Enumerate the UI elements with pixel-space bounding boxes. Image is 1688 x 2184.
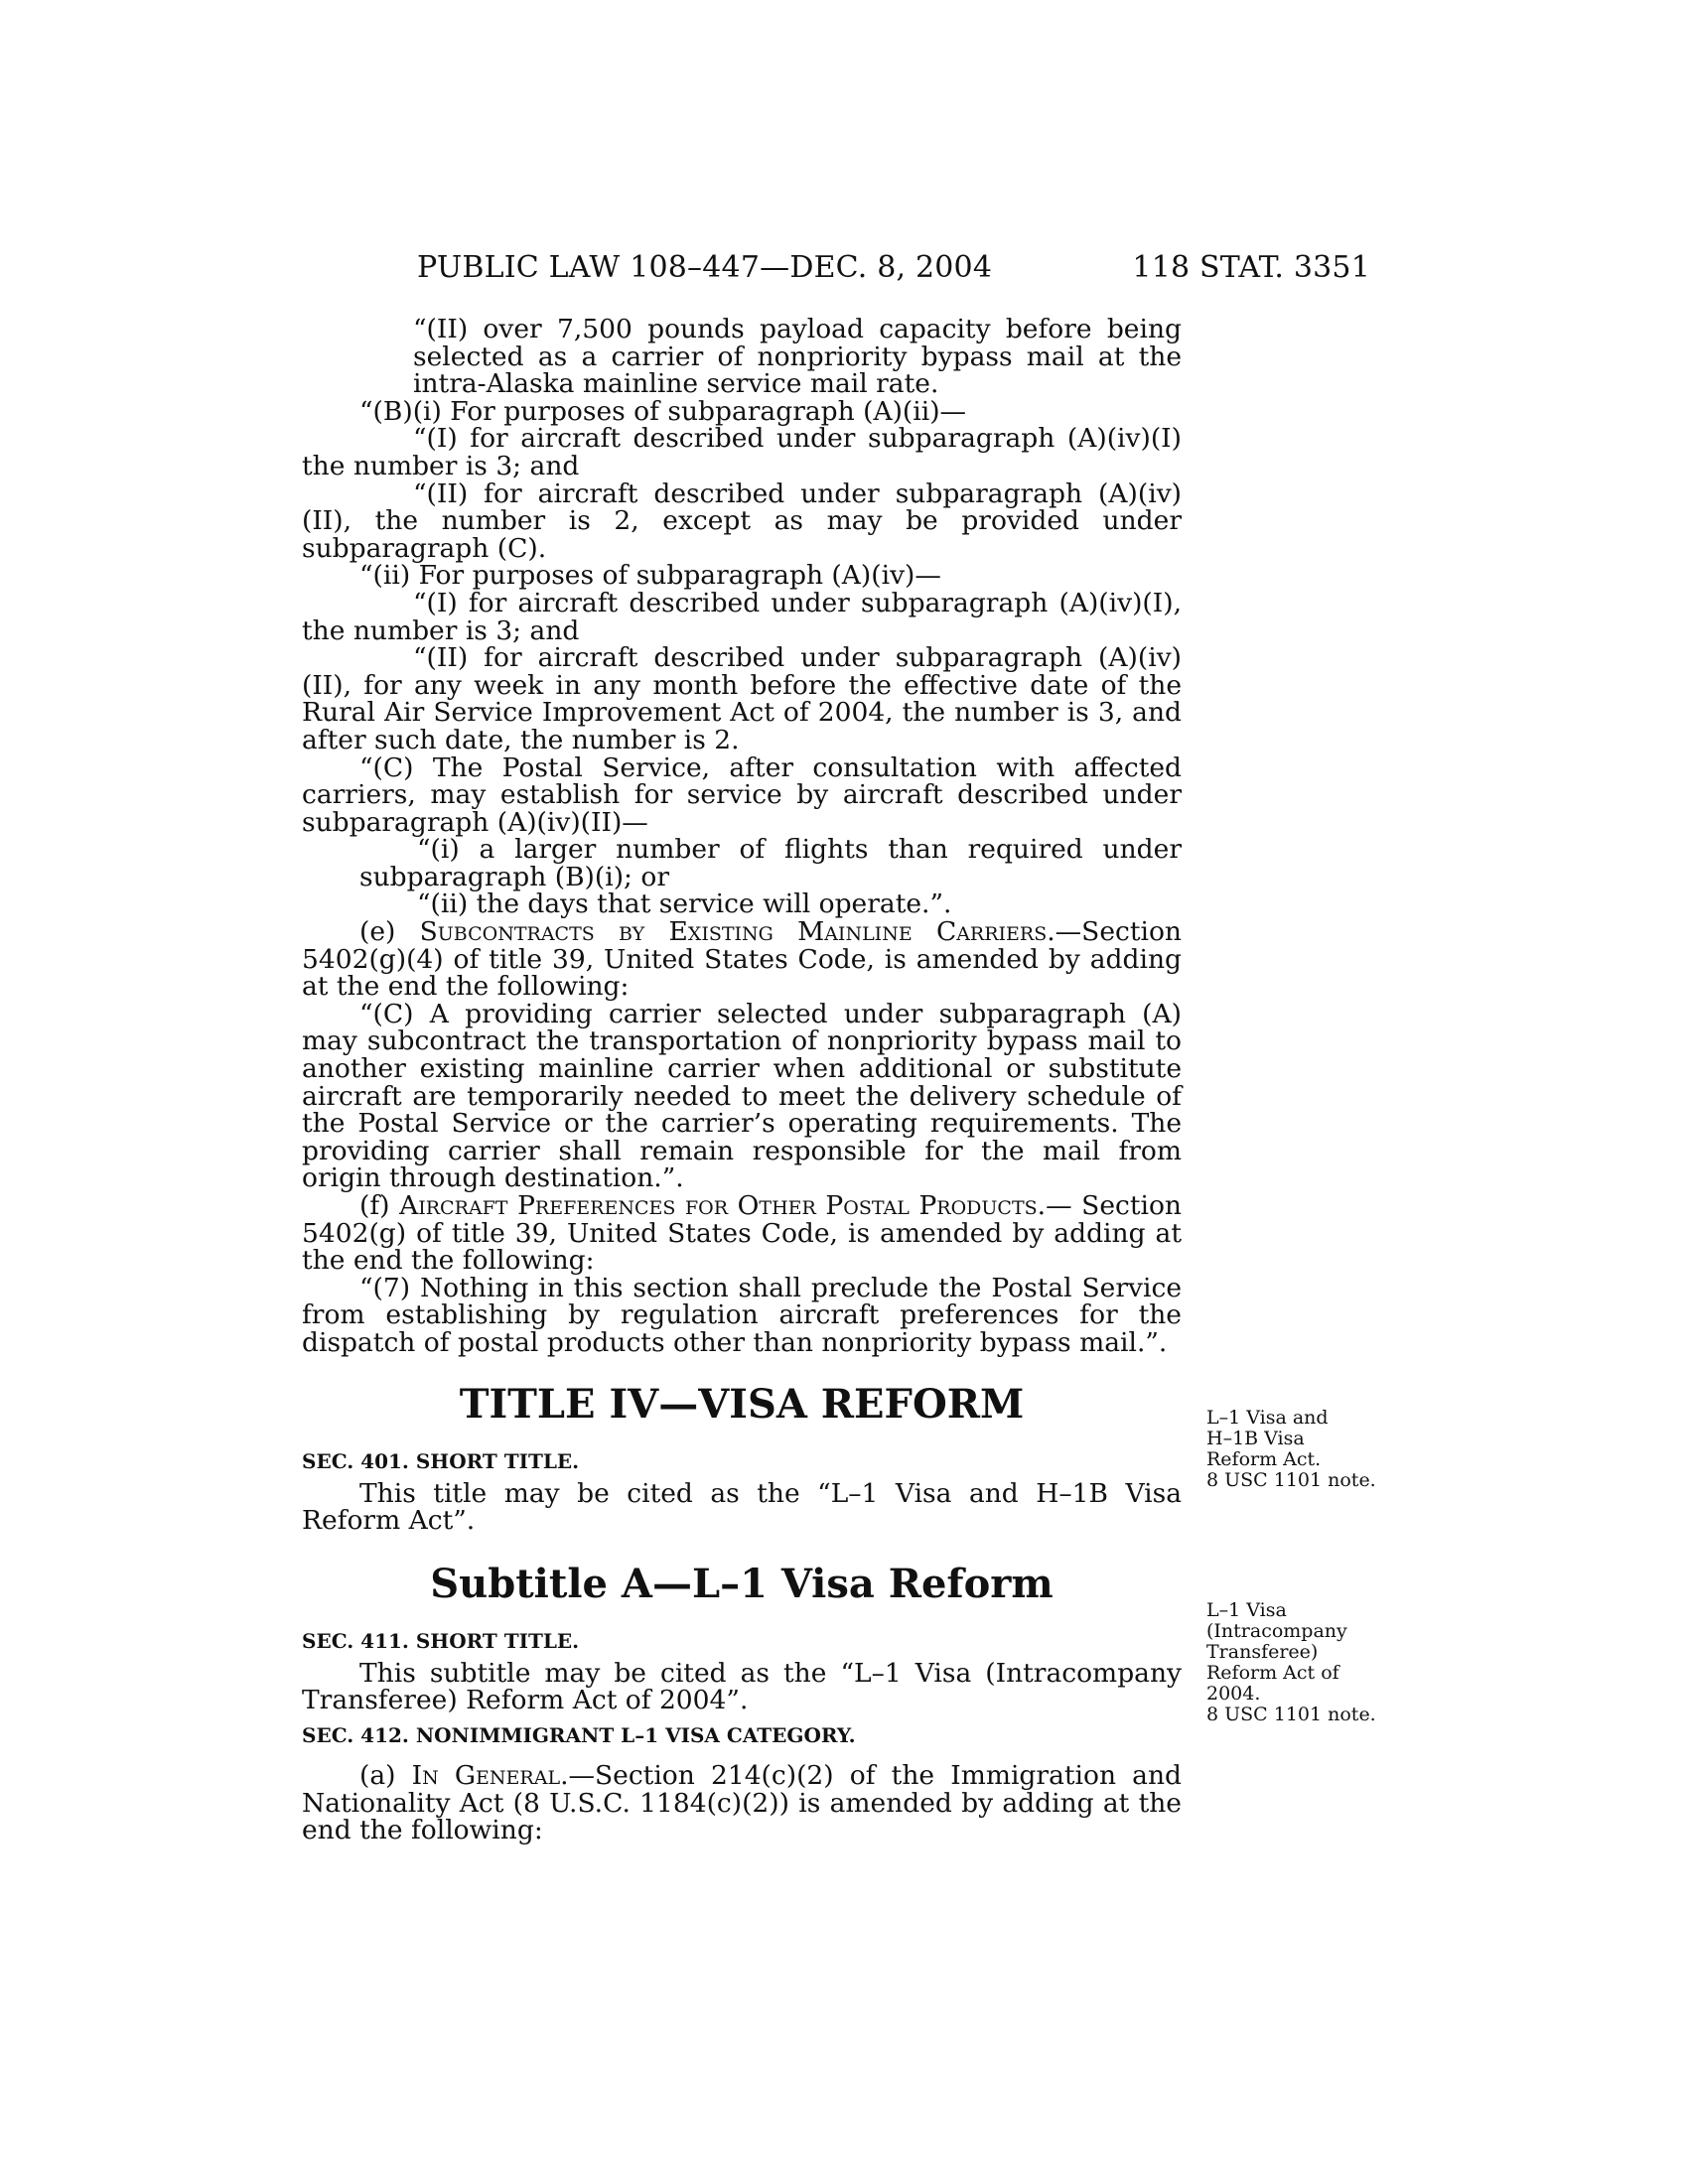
- margin-note-l1-reform-act: L–1 Visa (Intracompany Transferee) Reform Act of 2004. 8 USC 1101 note.: [1206, 1599, 1376, 1725]
- paragraph: “(II) for aircraft described under subparagraph (A)(iv)(II), for any week in any month before the effective date of the Rural Air Service Improvement Act of 2004, the number is 3, and after such date, the number is 2.: [302, 642, 1182, 755]
- paragraph: “(II) over 7,500 pounds payload capacity before being selected as a carrier of nonpriority bypass mail at the intra-Alaska mainline service mail rate.: [413, 314, 1182, 400]
- paragraph: “(ii) For purposes of subparagraph (A)(iv)—: [359, 560, 941, 592]
- paragraph: “(C) A providing carrier selected under subparagraph (A) may subcontract the transportation of nonpriority bypass mail to another existing mainline carrier when additional or substitute aircraft are temporarily needed to meet the delivery schedule of the Postal Service or the carrier’s operating requirements. The providing carrier shall remain responsible for the mail from origin through destination.”.: [302, 998, 1182, 1194]
- page-header: [417, 250, 1370, 290]
- section-heading: SEC. 411. SHORT TITLE.: [302, 1628, 580, 1653]
- paragraph: “(ii) the days that service will operate.”.: [417, 888, 952, 920]
- running-head: PUBLIC LAW 108–447—DEC. 8, 2004: [417, 250, 993, 285]
- subsection-heading: Subcontracts by Existing Mainline Carriers.: [419, 916, 1055, 948]
- paragraph: “(C) The Postal Service, after consultation with affected carriers, may establish for service by aircraft described under subparagraph (A)(iv)(II)—: [302, 751, 1182, 838]
- section-heading: SEC. 401. SHORT TITLE.: [302, 1448, 580, 1473]
- paragraph: This title may be cited as the “L–1 Visa and H–1B Visa Reform Act”.: [302, 1477, 1182, 1537]
- subsection-heading: Aircraft Preferences for Other Postal Products.: [399, 1190, 1047, 1221]
- title-heading: TITLE IV—VISA REFORM: [459, 1380, 1025, 1428]
- subsection-heading: In General.: [411, 1759, 569, 1791]
- paragraph: This subtitle may be cited as the “L–1 Visa (Intracompany Transferee) Reform Act of 2004”.: [302, 1657, 1182, 1716]
- page-body: [302, 316, 1182, 1844]
- subtitle-heading: Subtitle A—L–1 Visa Reform: [430, 1560, 1054, 1607]
- paragraph: “(B)(i) For purposes of subparagraph (A)(ii)—: [359, 395, 967, 427]
- stat-page-number: 118 STAT. 3351: [1132, 250, 1370, 285]
- paragraph: “(I) for aircraft described under subparagraph (A)(iv)(I) the number is 3; and: [302, 423, 1182, 481]
- margin-note-visa-reform-act: L–1 Visa and H–1B Visa Reform Act. 8 USC 1101 note.: [1206, 1407, 1376, 1491]
- section-heading: SEC. 412. NONIMMIGRANT L–1 VISA CATEGORY.: [302, 1722, 856, 1747]
- paragraph: “(I) for aircraft described under subparagraph (A)(iv)(I), the number is 3; and: [302, 587, 1182, 646]
- subsection-a: (a) In General.—Section 214(c)(2) of the Immigration and Nationality Act (8 U.S.C. 1184(c)(2)) is amended by adding at the end the following:: [302, 1759, 1182, 1846]
- subsection-f: (f) Aircraft Preferences for Other Postal Products.— Section 5402(g) of title 39, United States Code, is amended by adding at the end the following:: [302, 1190, 1183, 1277]
- paragraph: “(7) Nothing in this section shall preclude the Postal Service from establishing by regulation aircraft preferences for the dispatch of postal products other than nonpriority bypass mail.”.: [302, 1272, 1182, 1358]
- subsection-e: (e) Subcontracts by Existing Mainline Carriers.—Section 5402(g)(4) of title 39, United States Code, is amended by adding at the end the following:: [302, 916, 1182, 1003]
- paragraph: “(II) for aircraft described under subparagraph (A)(iv)(II), the number is 2, except as may be provided under subparagraph (C).: [302, 478, 1182, 564]
- paragraph: “(i) a larger number of flights than required under subparagraph (B)(i); or: [359, 834, 1182, 892]
